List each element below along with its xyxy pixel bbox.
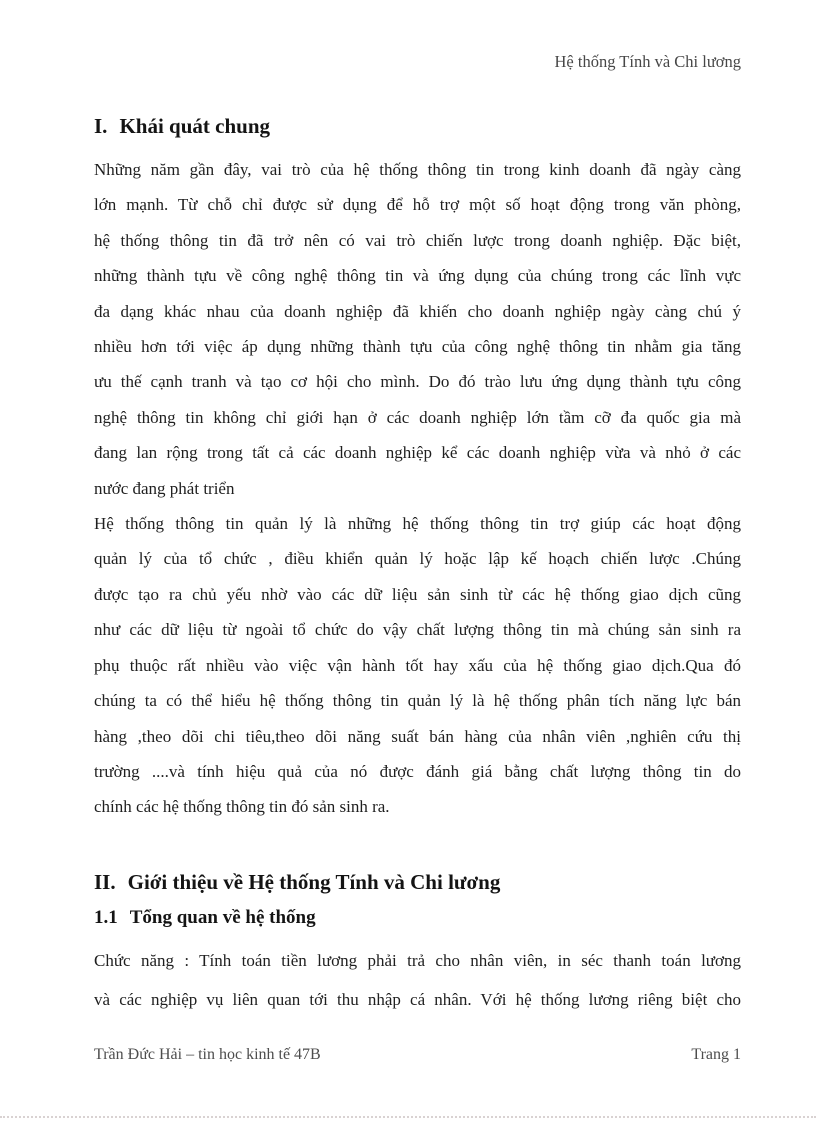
paragraph-3 — [94, 941, 741, 1019]
text-line: ưu thế cạnh tranh và tạo cơ hội cho mình. Do đó trào lưu ứng dụng thành tựu công — [94, 372, 741, 392]
page-boundary-dotted-line — [0, 1116, 816, 1118]
running-header — [94, 52, 741, 72]
text-line: nhiều hơn tới việc áp dụng những thành tựu của công nghệ thông tin nhằm gia tăng — [94, 337, 741, 357]
section-heading-1-number: I. — [94, 114, 108, 138]
section-heading-1-title: Khái quát chung — [119, 114, 270, 138]
text-line: Hệ thống thông tin quản lý là những hệ thống thông tin trợ giúp các hoạt động — [94, 514, 741, 534]
text-line: quản lý của tổ chức , điều khiển quản lý hoặc lập kế hoạch chiến lược .Chúng — [94, 549, 741, 569]
text-line: lớn mạnh. Từ chỗ chỉ được sử dụng để hỗ trợ một số hoạt động trong văn phòng, — [94, 195, 741, 215]
text-line: đa dạng khác nhau của doanh nghiệp đã khiến cho doanh nghiệp ngày càng chú ý — [94, 301, 741, 321]
section-heading-2 — [94, 867, 741, 897]
section-heading-2-number: II. — [94, 869, 116, 894]
paragraph-2 — [94, 506, 741, 825]
subsection-heading-number: 1.1 — [94, 906, 118, 928]
text-line: hàng ,theo dõi chi tiêu,theo dõi năng suất bán hàng của nhân viên ,nghiên cứu thị — [94, 726, 741, 746]
page-footer — [94, 1046, 741, 1064]
text-line: những thành tựu về công nghệ thông tin và ứng dụng của chúng trong các lĩnh vực — [94, 266, 741, 286]
text-line: đang lan rộng trong tất cả các doanh nghiệp kể các doanh nghiệp vừa và nhỏ ở các — [94, 443, 741, 463]
document-body — [94, 112, 741, 1019]
text-line: Những năm gần đây, vai trò của hệ thống thông tin trong kinh doanh đã ngày càng — [94, 160, 741, 179]
footer-page-number: Trang 1 — [691, 1046, 741, 1063]
text-line: chúng ta có thể hiểu hệ thống thông tin quản lý là hệ thống phân tích năng lực bán — [94, 691, 741, 711]
text-line: hệ thống thông tin đã trở nên có vai trò chiến lược trong doanh nghiệp. Đặc biệt, — [94, 230, 741, 250]
section-heading-1 — [94, 112, 741, 140]
text-line: phụ thuộc rất nhiều vào việc vận hành tốt hay xấu của hệ thống giao dịch.Qua đó — [94, 655, 741, 675]
subsection-heading-title: Tổng quan về hệ thống — [129, 906, 316, 928]
text-line: nghệ thông tin không chỉ giới hạn ở các doanh nghiệp lớn tầm cỡ đa quốc gia mà — [94, 407, 741, 427]
running-header-text: Hệ thống Tính và Chi lương — [554, 52, 741, 71]
text-line: như các dữ liệu từ ngoài tổ chức do vậy chất lượng thông tin mà chúng sản sinh ra — [94, 620, 741, 640]
text-line: chính các hệ thống thông tin đó sản sinh ra. — [94, 797, 390, 817]
subsection-heading-1-1 — [94, 905, 741, 931]
section-heading-2-title: Giới thiệu về Hệ thống Tính và Chi lương — [127, 869, 501, 894]
text-line: trường ....và tính hiệu quả của nó được đánh giá bằng chất lượng thông tin do — [94, 761, 741, 781]
text-line: Chức năng : Tính toán tiền lương phải trả cho nhân viên, in séc thanh toán lương — [94, 950, 741, 970]
text-line: và các nghiệp vụ liên quan tới thu nhập cá nhân. Với hệ thống lương riêng biệt cho — [94, 989, 741, 1009]
text-line: nước đang phát triển — [94, 478, 235, 498]
text-line: được tạo ra chủ yếu nhờ vào các dữ liệu sản sinh từ các hệ thống giao dịch cũng — [94, 584, 741, 604]
paragraph-1 — [94, 152, 741, 506]
footer-author: Trần Đức Hải – tin học kinh tế 47B — [94, 1046, 321, 1063]
